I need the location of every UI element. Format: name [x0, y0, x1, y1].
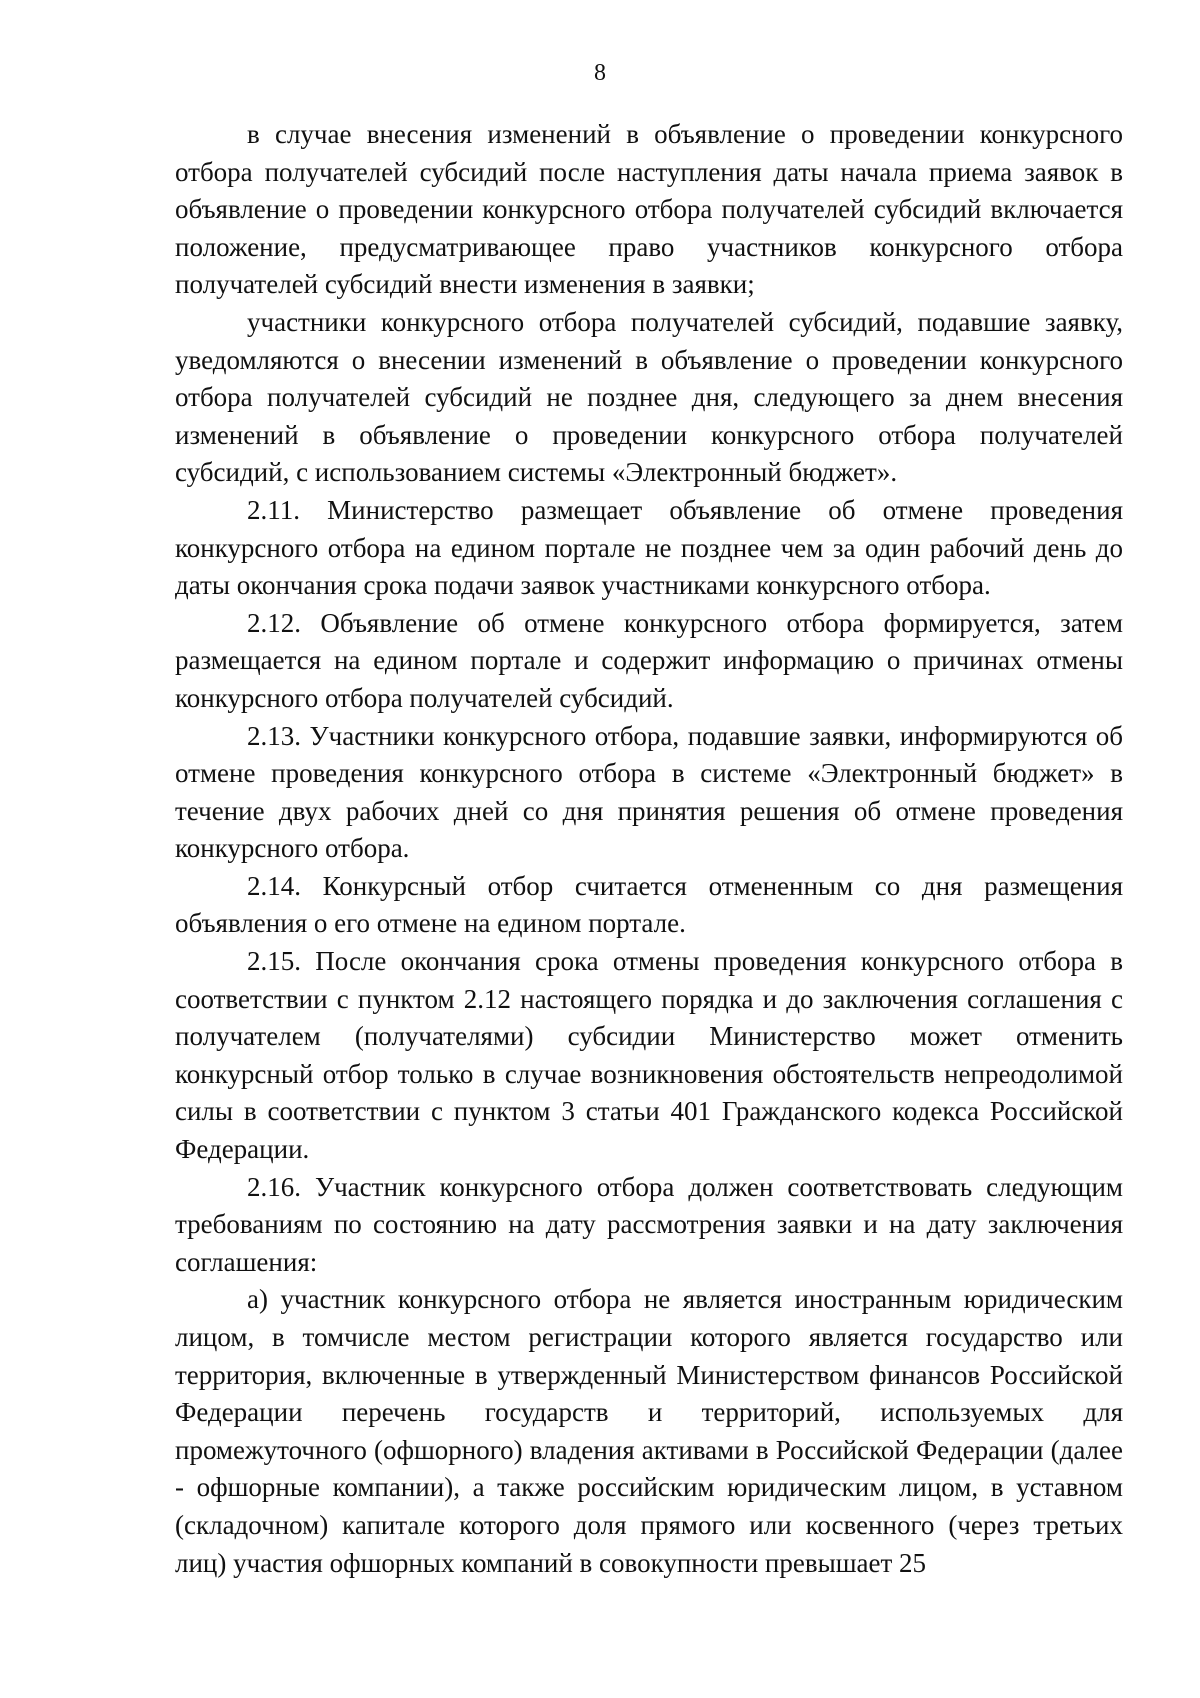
- paragraph-2-11: 2.11. Министерство размещает объявление об отмене проведения конкурсного отбора на едином портале не позднее чем за один рабочий день до даты окончания срока подачи заявок участниками конкурсного отбора.: [175, 494, 1123, 601]
- paragraph-2-15: 2.15. После окончания срока отмены проведения конкурсного отбора в соответствии с пунктом 2.12 настоящего порядка и до заключения соглашения с получателем (получателями) субсидии Министерство может отменить конкурсный отбор только в случае возникновения обстоятельств непреодолимой силы в соответствии с пунктом 3 статьи 401 Гражданского кодекса Российской Федерации.: [175, 946, 1123, 1165]
- paragraph-2-14: 2.14. Конкурсный отбор считается отмененным со дня размещения объявления о его отмене на едином портале.: [175, 870, 1123, 939]
- document-body: [175, 116, 1123, 1582]
- paragraph-amendment-rule: в случае внесения изменений в объявление о проведении конкурсного отбора получателей субсидий после наступления даты начала приема заявок в объявление о проведении конкурсного отбора получателей субсидий включается положение, предусматривающее право участников конкурсного отбора получателей субсидий внести изменения в заявки;: [175, 119, 1123, 300]
- paragraph-participant-notification: участники конкурсного отбора получателей субсидий, подавшие заявку, уведомляются о внесении изменений в объявление о проведении конкурсного отбора получателей субсидий не позднее дня, следующего за днем внесения изменений в объявление о проведении конкурсного отбора получателей субсидий, с использованием системы «Электронный бюджет».: [175, 306, 1123, 488]
- paragraph-2-12: 2.12. Объявление об отмене конкурсного отбора формируется, затем размещается на едином портале и содержит информацию о причинах отмены конкурсного отбора получателей субсидий.: [175, 607, 1123, 713]
- page-number: 8: [594, 60, 606, 86]
- paragraph-2-13: 2.13. Участники конкурсного отбора, подавшие заявки, информируются об отмене проведения конкурсного отбора в системе «Электронный бюджет» в течение двух рабочих дней со дня принятия решения об отмене проведения конкурсного отбора.: [175, 720, 1123, 864]
- paragraph-2-16-a: а) участник конкурсного отбора не является иностранным юридическим лицом, в томчисле местом регистрации которого является государство или территория, включенные в утвержденный Министерством финансов Российской Федерации перечень государств и территорий, используемых для промежуточного (офшорного) владения активами в Российской Федерации (далее - офшорные компании), а также российским юридическим лицом, в уставном (складочном) капитале которого доля прямого или косвенного (через третьих лиц) участия офшорных компаний в совокупности превышает 25: [175, 1284, 1123, 1578]
- paragraph-2-16: 2.16. Участник конкурсного отбора должен соответствовать следующим требованиям по состоянию на дату рассмотрения заявки и на дату заключения соглашения:: [175, 1171, 1123, 1277]
